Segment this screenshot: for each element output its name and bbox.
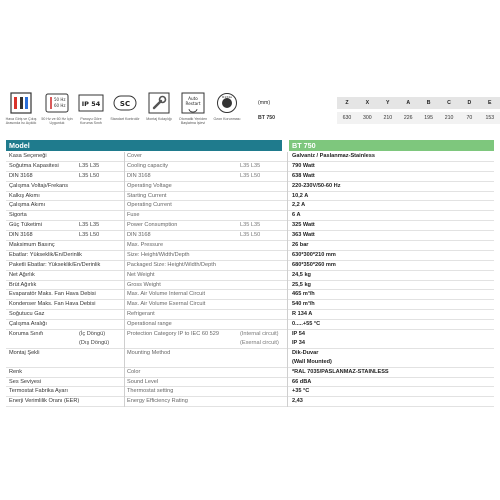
spec-value: 325 Watt — [292, 222, 315, 229]
spec-en: Cooling capacity — [127, 162, 169, 169]
spec-label: Soğutma Kapasitesi — [9, 162, 59, 169]
spec-en: Power Consumption — [127, 222, 178, 229]
svg-text:Restart: Restart — [185, 101, 201, 106]
auto-restart-caption: Otomatik Yeniden Başlatma İşlevi — [178, 117, 208, 126]
spec-value: 220-230V/50-60 Hz — [292, 182, 341, 189]
svg-text:60 Hz: 60 Hz — [54, 103, 66, 108]
dim-value: 300 — [357, 112, 377, 124]
frequency-icon — [40, 92, 74, 114]
spec-ensub: (Internal circuit) — [240, 331, 279, 338]
spec-label: Çalışma Aralığı — [9, 321, 47, 328]
dim-model: BT 750 — [254, 112, 337, 124]
ozone-icon — [210, 92, 244, 114]
spec-label: Çalışma Akımı — [9, 202, 46, 209]
spec-label: Çalışma Voltajı/Frekans — [9, 182, 69, 189]
dim-header: X — [357, 97, 377, 109]
column-divider — [287, 152, 288, 407]
unit-label: (mm) — [254, 97, 337, 109]
feature-icons — [0, 92, 250, 137]
spec-row — [6, 281, 494, 291]
model-header: Model — [6, 140, 282, 151]
spec-en: Fuse — [127, 212, 140, 219]
spec-row — [6, 152, 494, 162]
dim-header: D — [459, 97, 479, 109]
dim-value: 210 — [439, 112, 459, 124]
spec-row — [6, 290, 494, 300]
svg-text:Auto: Auto — [188, 96, 198, 101]
wrench-icon — [142, 92, 176, 114]
auto-restart-feature — [176, 92, 210, 126]
spec-row — [6, 251, 494, 261]
spec-ensub: L35 L50 — [240, 232, 261, 239]
spec-label: Paketli Ebatlar: Yükseklik/En/Derinlik — [9, 261, 101, 268]
spec-ensub: L35 L50 — [240, 172, 261, 179]
dim-value: 70 — [459, 112, 479, 124]
spec-ensub: L35 L35 — [240, 162, 261, 169]
spec-ensub-line2: (Exernal circuit) — [240, 339, 279, 346]
spec-sub: L35 L50 — [79, 172, 100, 179]
spec-row — [6, 231, 494, 241]
spec-label: Ebatlar: Yükseklik/En/Derinlik — [9, 251, 82, 258]
spec-label: Brüt Ağırlık — [9, 281, 37, 288]
frequency-caption: 50 Hz ve 60 Hz İçin Uygunluk — [41, 117, 73, 126]
spec-sub: L35 L50 — [79, 232, 100, 239]
spec-en: Operating Current — [127, 202, 172, 209]
wrench-caption: Montaj Kolaylığı — [146, 117, 172, 121]
spec-en: Gross Weight — [127, 281, 161, 288]
spec-row — [6, 300, 494, 310]
dimensions-table — [254, 97, 500, 124]
spec-label: Kalkış Akımı — [9, 192, 40, 199]
spec-value: +35 °C — [292, 388, 310, 395]
frequency-feature — [40, 92, 74, 126]
spec-row — [6, 397, 494, 407]
sc-feature — [108, 92, 142, 121]
hot-cold-icon — [4, 92, 38, 114]
spec-label: Maksimum Basınç — [9, 242, 55, 249]
auto-restart-icon — [176, 92, 210, 114]
ozone-caption: Ozon Korunması — [213, 117, 241, 121]
svg-text:50 Hz: 50 Hz — [54, 97, 66, 102]
spec-sub: (İç Döngü) — [79, 331, 106, 338]
svg-text:IP 54: IP 54 — [81, 100, 101, 108]
spec-en: Net Weight — [127, 271, 155, 278]
spec-row — [6, 378, 494, 388]
sc-controller-icon — [108, 92, 142, 114]
spec-row — [6, 271, 494, 281]
spec-value: 0.....+55 °C — [292, 321, 321, 328]
spec-en: Operational range — [127, 321, 172, 328]
dimensions-value-row — [254, 112, 500, 124]
spec-value-line2: (Wall Mounted) — [292, 358, 332, 365]
spec-value: *RAL 7035/PASLANMAZ-STAINLESS — [292, 368, 389, 375]
spec-row — [6, 201, 494, 211]
spec-sub: L35 L35 — [79, 222, 100, 229]
spec-table — [6, 152, 494, 407]
spec-en: Protection Category IP to IEC 60 529 — [127, 331, 219, 338]
spec-en: Mounting Method — [127, 349, 171, 356]
spec-row — [6, 320, 494, 330]
wrench-feature — [142, 92, 176, 121]
spec-label: Evaparatör Maks. Fan Hava Debisi — [9, 291, 96, 298]
spec-row — [6, 162, 494, 172]
spec-value: 680*350*260 mm — [292, 261, 336, 268]
dim-value: 210 — [378, 112, 398, 124]
spec-en: Starting Current — [127, 192, 167, 199]
svg-text:SC: SC — [119, 100, 131, 108]
spec-row — [6, 310, 494, 320]
spec-value: R 134 A — [292, 311, 313, 318]
spec-label: Net Ağırlık — [9, 271, 35, 278]
dim-value: 195 — [418, 112, 438, 124]
spec-en: Packaged Size: Height/Width/Depth — [127, 261, 216, 268]
spec-row — [6, 330, 494, 349]
spec-row — [6, 172, 494, 182]
spec-value: 540 m³/h — [292, 301, 315, 308]
spec-label: DIN 3168 — [9, 172, 33, 179]
spec-label: Kondenser Maks. Fan Hava Debisi — [9, 301, 96, 308]
dim-header: A — [398, 97, 418, 109]
spec-en: Thermostat setting — [127, 388, 174, 395]
sc-caption: Standart Kontrolör — [110, 117, 140, 121]
spec-label: Termostat Fabrika Ayarı — [9, 388, 68, 395]
spec-sub: L35 L35 — [79, 162, 100, 169]
hot-cold-feature — [4, 92, 38, 126]
spec-value: Galvaniz / Paslanmaz-Stainless — [292, 153, 376, 159]
spec-row — [6, 182, 494, 192]
spec-label: Koruma Sınıfı — [9, 331, 44, 338]
dim-header: Y — [378, 97, 398, 109]
spec-value: 2,2 A — [292, 202, 306, 209]
spec-value: Dik-Duvar — [292, 349, 319, 356]
dim-value: 226 — [398, 112, 418, 124]
dim-value: 153 — [480, 112, 500, 124]
spec-value: 465 m³/h — [292, 291, 315, 298]
spec-row — [6, 241, 494, 251]
spec-value: 638 Watt — [292, 172, 315, 179]
spec-value: 363 Watt — [292, 232, 315, 239]
spec-en: Energy Efficiency Rating — [127, 398, 188, 405]
spec-row — [6, 192, 494, 202]
dim-value: 630 — [337, 112, 357, 124]
spec-en: Max. Air Volume Exernal Circuit — [127, 301, 206, 308]
column-divider — [124, 152, 125, 407]
spec-value: IP 54 — [292, 331, 305, 338]
svg-text:R134a: R134a — [222, 95, 232, 99]
spec-label: Kasa Seçeneği — [9, 153, 47, 159]
spec-label: Renk — [9, 368, 23, 375]
spec-sub-line2: (Dış Döngü) — [79, 339, 110, 346]
spec-en: Color — [127, 368, 141, 375]
spec-en: DIN 3168 — [127, 232, 151, 239]
spec-label: Ses Seviyesi — [9, 378, 42, 385]
spec-label: Enerji Verimlilik Oranı (EER) — [9, 398, 80, 405]
spec-label: Güç Tüketimi — [9, 222, 42, 229]
spec-label: Montaj Şekli — [9, 349, 40, 356]
spec-value: 26 bar — [292, 242, 309, 249]
spec-en: Max. Pressure — [127, 242, 164, 249]
spec-en: Size: Height/Width/Depth — [127, 251, 190, 258]
spec-label: Soğutucu Gaz — [9, 311, 45, 318]
ozone-feature — [210, 92, 244, 121]
spec-value-line2: IP 34 — [292, 339, 305, 346]
dim-header: C — [439, 97, 459, 109]
dim-header: E — [480, 97, 500, 109]
spec-row — [6, 349, 494, 368]
dimensions-header-row — [254, 97, 500, 109]
spec-en: DIN 3168 — [127, 172, 151, 179]
spec-en: Refrigerant — [127, 311, 155, 318]
spec-value: 2,43 — [292, 398, 303, 405]
product-header: BT 750 — [289, 140, 494, 151]
spec-value: 66 dBA — [292, 378, 312, 385]
hot-cold-caption: Hava Giriş ve Çıkış Arasında Isı Açıklık — [5, 117, 37, 126]
spec-value: 24,5 kg — [292, 271, 311, 278]
spec-row — [6, 221, 494, 231]
spec-value: 630*300*210 mm — [292, 251, 336, 258]
ip54-icon — [74, 92, 108, 114]
spec-en: Cover — [127, 153, 142, 159]
dim-header: B — [418, 97, 438, 109]
spec-en: Operating Voltage — [127, 182, 172, 189]
ip54-feature — [74, 92, 108, 126]
spec-row — [6, 211, 494, 221]
spec-label: DIN 3168 — [9, 232, 33, 239]
spec-row — [6, 368, 494, 378]
spec-value: 10,2 A — [292, 192, 309, 199]
spec-en: Max. Air Volume Internal Circuit — [127, 291, 206, 298]
spec-value: 6 A — [292, 212, 301, 219]
spec-en: Sound Level — [127, 378, 159, 385]
ip54-caption: Panoyu Göre Koruma Sınıfı — [80, 117, 102, 126]
spec-label: Sigorta — [9, 212, 27, 219]
dim-header: Z — [337, 97, 357, 109]
spec-ensub: L35 L35 — [240, 222, 261, 229]
spec-row — [6, 387, 494, 397]
spec-row — [6, 261, 494, 271]
spec-value: 25,5 kg — [292, 281, 311, 288]
spec-value: 790 Watt — [292, 162, 315, 169]
